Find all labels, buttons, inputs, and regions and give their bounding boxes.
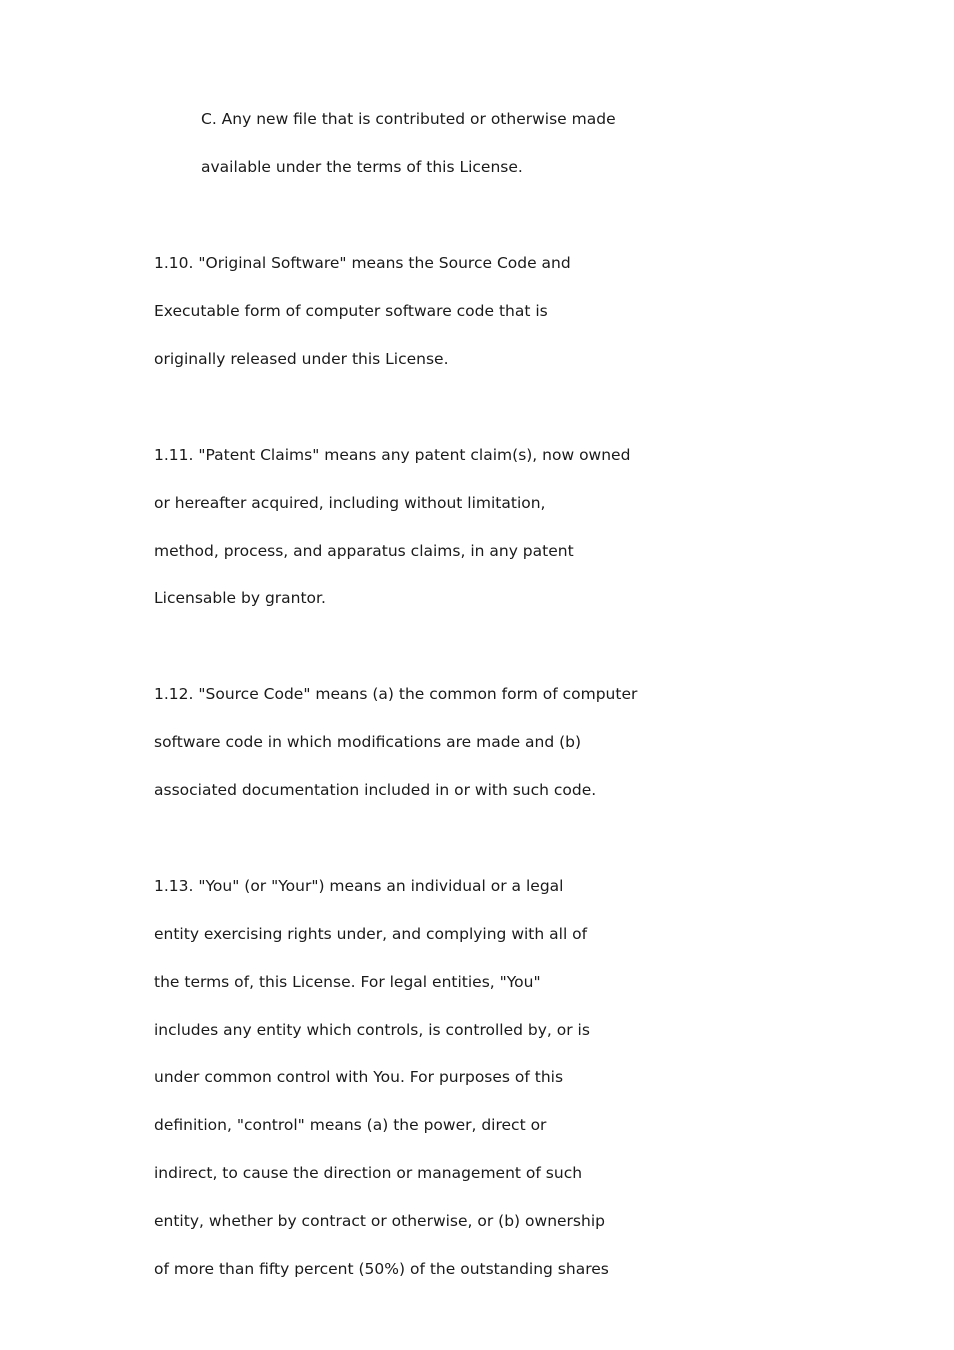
clause-1-11-line-3: method, process, and apparatus claims, in any patent [154,542,574,560]
clause-1-11-line-2: or hereafter acquired, including without limitation, [154,494,546,512]
clause-1-10-line-2: Executable form of computer software code that is [154,302,548,320]
clause-1-13-line-1: 1.13. "You" (or "Your") means an individual or a legal [154,877,564,895]
clause-1-13-line-7: indirect, to cause the direction or management of such [154,1164,583,1182]
clause-1-13-line-6: definition, "control" means (a) the power, direct or [154,1116,547,1134]
clause-1-13-line-2: entity exercising rights under, and complying with all of [154,925,588,943]
clause-1-11-line-1: 1.11. "Patent Claims" means any patent claim(s), now owned [154,446,631,464]
clause-1-12-line-3: associated documentation included in or with such code. [154,781,597,799]
clause-1-10-line-3: originally released under this License. [154,350,449,368]
clause-1-13-line-5: under common control with You. For purposes of this [154,1068,564,1086]
clause-1-12-line-1: 1.12. "Source Code" means (a) the common form of computer [154,685,638,703]
clause-1-13-line-9: of more than fifty percent (50%) of the outstanding shares [154,1260,609,1278]
clause-1-13-line-4: includes any entity which controls, is controlled by, or is [154,1021,590,1039]
clause-c-line-1: C. Any new file that is contributed or otherwise made [201,110,616,128]
clause-1-12-line-2: software code in which modifications are made and (b) [154,733,582,751]
clause-1-13-line-8: entity, whether by contract or otherwise, or (b) ownership [154,1212,605,1230]
clause-1-10-line-1: 1.10. "Original Software" means the Source Code and [154,254,571,272]
clause-c-line-2: available under the terms of this License. [201,158,523,176]
clause-1-11-line-4: Licensable by grantor. [154,589,326,607]
clause-1-13-line-3: the terms of, this License. For legal entities, "You" [154,973,541,991]
